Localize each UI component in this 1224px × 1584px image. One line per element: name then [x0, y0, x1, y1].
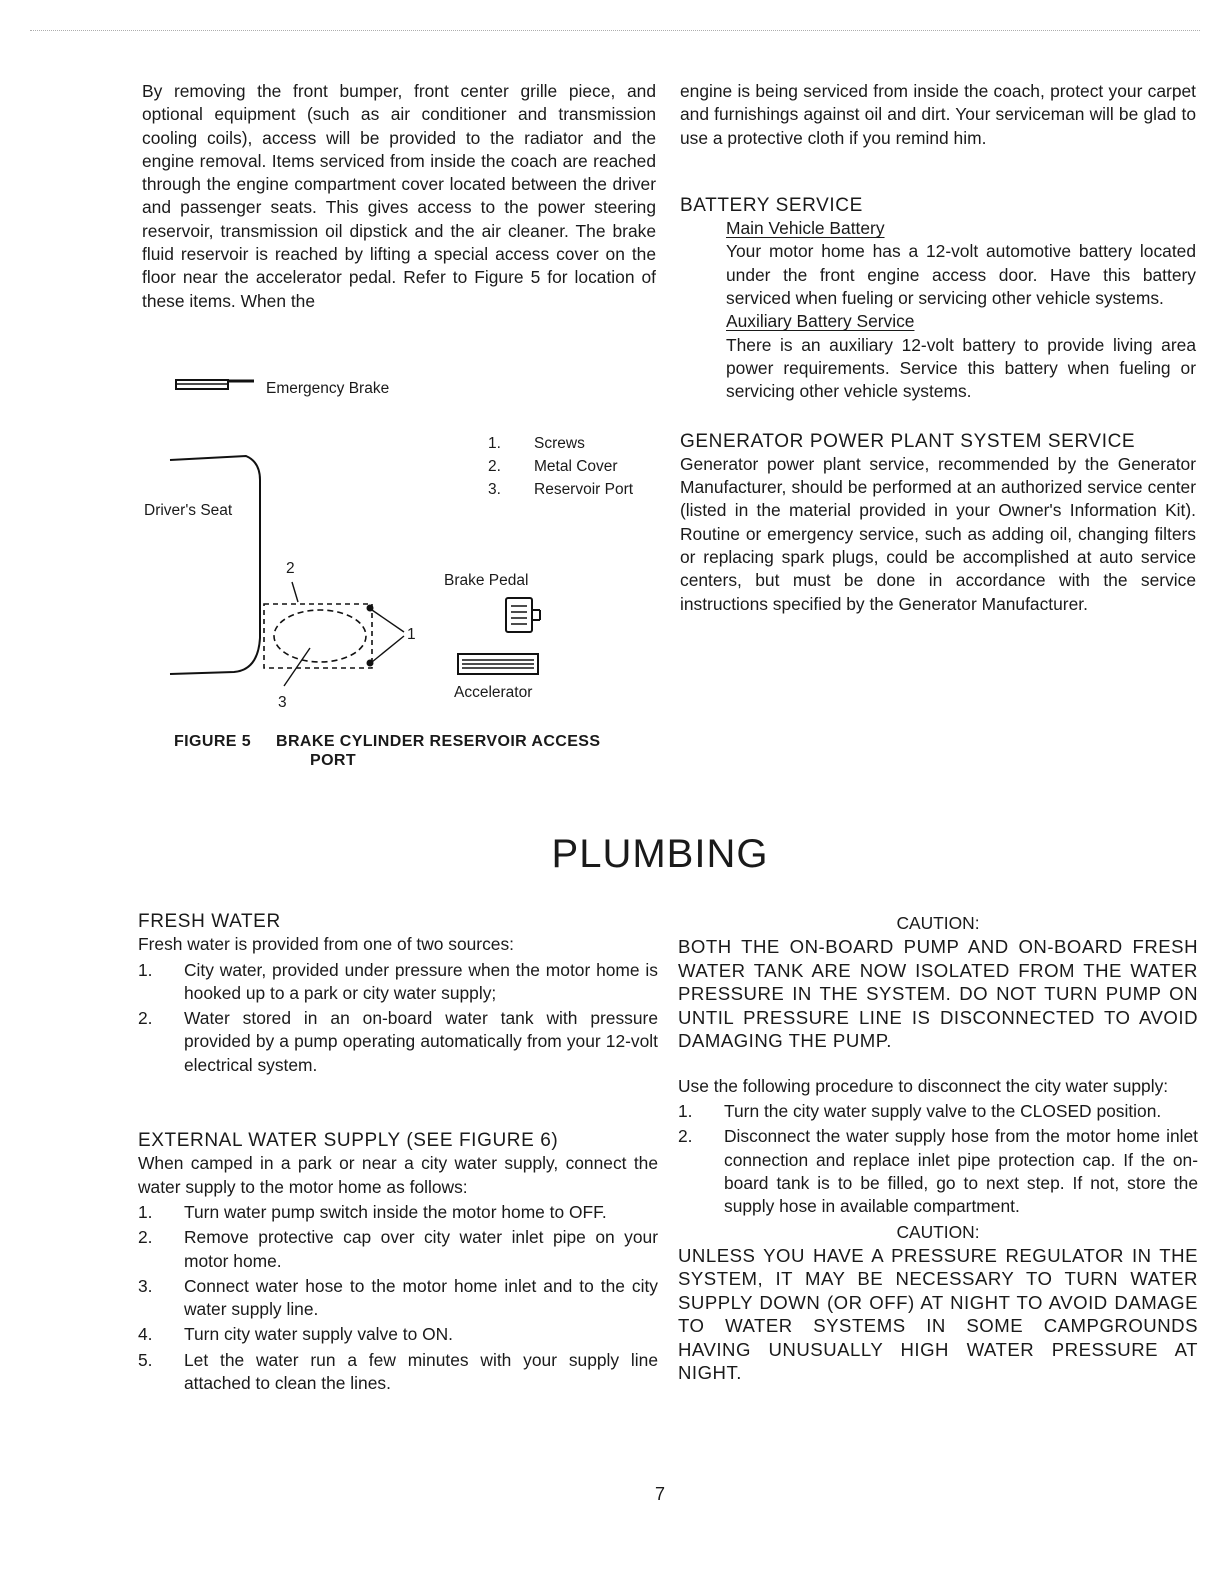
list-item-number: 4.: [138, 1324, 153, 1345]
legend-number: 1.: [488, 435, 501, 452]
list-item-text: Turn water pump switch inside the motor home to OFF.: [184, 1201, 607, 1222]
fresh-water-heading: FRESH WATER: [138, 911, 281, 932]
emergency-brake-icon: [176, 380, 254, 389]
external-water-heading: EXTERNAL WATER SUPPLY (SEE FIGURE 6): [138, 1130, 559, 1152]
list-item-number: 1.: [138, 959, 153, 980]
list-item-text: Connect water hose to the motor home inlet and to the city water supply line.: [184, 1275, 658, 1320]
aux-battery-text: There is an auxiliary 12-volt battery to provide living area power requirements. Service this battery when fueling or servicing other vehicle systems.: [726, 334, 1196, 402]
list-item-number: 1.: [678, 1101, 693, 1122]
list-item: [138, 1275, 658, 1322]
list-item-text: Turn city water supply valve to ON.: [184, 1324, 454, 1345]
aux-battery-subheading: Auxiliary Battery Service: [726, 311, 915, 332]
list-item: [138, 1226, 658, 1273]
main-battery-subheading: Main Vehicle Battery: [726, 218, 885, 239]
accelerator-label: Accelerator: [454, 684, 533, 701]
fresh-water-list: [138, 959, 658, 1077]
generator-text: Generator power plant service, recommended by the Generator Manufacturer, should be performed at an authorized service center (listed in the material provided in your Owner's Information Kit). Routine or emergency service, such as adding oil, changing filters or replacing spark plugs, could be accomplished at auto service centers, but must be done in accordance with the service instructions specified by the Generator Manufacturer.: [680, 453, 1196, 614]
legend-number: 2.: [488, 458, 501, 475]
metal-cover: [264, 604, 372, 668]
legend-label: Metal Cover: [534, 458, 618, 475]
plumbing-left-column: [138, 910, 658, 1397]
list-item: [138, 959, 658, 1006]
caution-text: UNLESS YOU HAVE A PRESSURE REGULATOR IN THE SYSTEM, IT MAY BE NECESSARY TO TURN WATER SUPPLY DOWN (OR OFF) AT NIGHT TO AVOID DAMAGE TO WATER SYSTEMS IN SOME CAMPGROUNDS HAVING UNUSUALLY HIGH WATER PRESSURE AT NIGHT.: [678, 1244, 1198, 1384]
callout-2: 2: [286, 560, 295, 577]
figure-legend: [488, 432, 633, 501]
emergency-brake-label: Emergency Brake: [266, 380, 390, 397]
figure-caption-line1: BRAKE CYLINDER RESERVOIR ACCESS: [276, 733, 601, 750]
callout-1: 1: [407, 626, 416, 643]
list-item-text: Turn the city water supply valve to the CLOSED position.: [724, 1101, 1162, 1122]
figure-5: [142, 370, 662, 770]
callout-3: 3: [278, 694, 287, 711]
list-item: [138, 1201, 658, 1224]
list-item: [138, 1323, 658, 1346]
list-item-number: 2.: [678, 1126, 693, 1147]
screw-icon: [367, 660, 374, 667]
list-item-number: 3.: [138, 1275, 153, 1296]
external-water-list: [138, 1201, 658, 1395]
drivers-seat-label: Driver's Seat: [144, 502, 233, 519]
intro-right-column: [680, 80, 1196, 616]
list-item-text: Remove protective cap over city water inlet pipe on your motor home.: [184, 1227, 658, 1271]
external-water-intro: When camped in a park or near a city water supply, connect the water supply to the motor home as follows:: [138, 1153, 658, 1197]
generator-heading: GENERATOR POWER PLANT SYSTEM SERVICE: [680, 430, 1136, 452]
list-item-text: Let the water run a few minutes with your supply line attached to clean the lines.: [184, 1349, 658, 1394]
caution-text: BOTH THE ON-BOARD PUMP AND ON-BOARD FRESH WATER TANK ARE NOW ISOLATED FROM THE WATER PRESSURE IN THE SYSTEM. DO NOT TURN PUMP ON UNTIL PRESSURE LINE IS DISCONNECTED TO AVOID DAMAGING THE PUMP.: [678, 936, 1198, 1052]
brake-reservoir-diagram: [142, 370, 662, 730]
list-item-text: Disconnect the water supply hose from the motor home inlet connection and replace inlet pipe protection cap. If the on-board tank is to be filled, go to next step. If not, store the supply hose in available compartment.: [724, 1126, 1198, 1217]
list-item-number: 2.: [138, 1227, 153, 1248]
accelerator-pedal-icon: [458, 654, 538, 674]
intro-right-paragraph: engine is being serviced from inside the coach, protect your carpet and furnishings against oil and dirt. Your serviceman will be glad to use a protective cloth if you remind him.: [680, 81, 1196, 148]
caution-label: CAUTION:: [896, 1221, 980, 1242]
list-item: [138, 1007, 658, 1077]
fresh-water-intro: Fresh water is provided from one of two sources:: [138, 934, 514, 955]
disconnect-intro: Use the following procedure to disconnect the city water supply:: [678, 1075, 1169, 1096]
section-title: PLUMBING: [551, 832, 769, 876]
list-item-number: 5.: [138, 1349, 153, 1370]
disconnect-list: [678, 1100, 1198, 1218]
list-item-number: 1.: [138, 1201, 153, 1222]
list-item: [678, 1100, 1198, 1123]
figure-number: FIGURE 5: [174, 733, 251, 750]
scan-artifact-line: [30, 30, 1200, 31]
brake-pedal-label: Brake Pedal: [444, 572, 529, 589]
list-item-text: City water, provided under pressure when the motor home is hooked up to a park or city water supply;: [184, 959, 658, 1003]
legend-label: Screws: [534, 435, 585, 452]
legend-number: 3.: [488, 481, 501, 498]
figure-caption: [174, 732, 644, 770]
battery-heading: BATTERY SERVICE: [680, 194, 863, 216]
list-item: [138, 1349, 658, 1396]
brake-pedal-icon: [506, 598, 540, 632]
main-battery-text: Your motor home has a 12-volt automotive battery located under the front engine access door. Have this battery serviced when fueling or servicing other vehicle systems.: [726, 241, 1196, 309]
plumbing-right-column: [678, 912, 1198, 1385]
list-item-number: 2.: [138, 1008, 153, 1029]
intro-left-column: [142, 80, 656, 313]
caution-label: CAUTION:: [896, 913, 980, 933]
list-item: [678, 1125, 1198, 1218]
drivers-seat-outline: [170, 456, 260, 674]
reservoir-port: [274, 610, 366, 662]
page-number: 7: [655, 1484, 666, 1504]
intro-left-paragraph: By removing the front bumper, front center grille piece, and optional equipment (such as air conditioner and transmission cooling coils), access will be provided to the radiator and the engine removal. Items serviced from inside the coach are reached through the engine compartment cover located between the driver and passenger seats. This gives access to the power steering reservoir, transmission oil dipstick and the air cleaner. The brake fluid reservoir is reached by lifting a special access cover on the floor near the accelerator pedal. Refer to Figure 5 for location of these items. When the: [142, 81, 656, 311]
figure-caption-line2: PORT: [310, 752, 357, 769]
legend-label: Reservoir Port: [534, 481, 634, 498]
list-item-text: Water stored in an on-board water tank with pressure provided by a pump operating automatically from your 12-volt electrical system.: [184, 1008, 658, 1075]
